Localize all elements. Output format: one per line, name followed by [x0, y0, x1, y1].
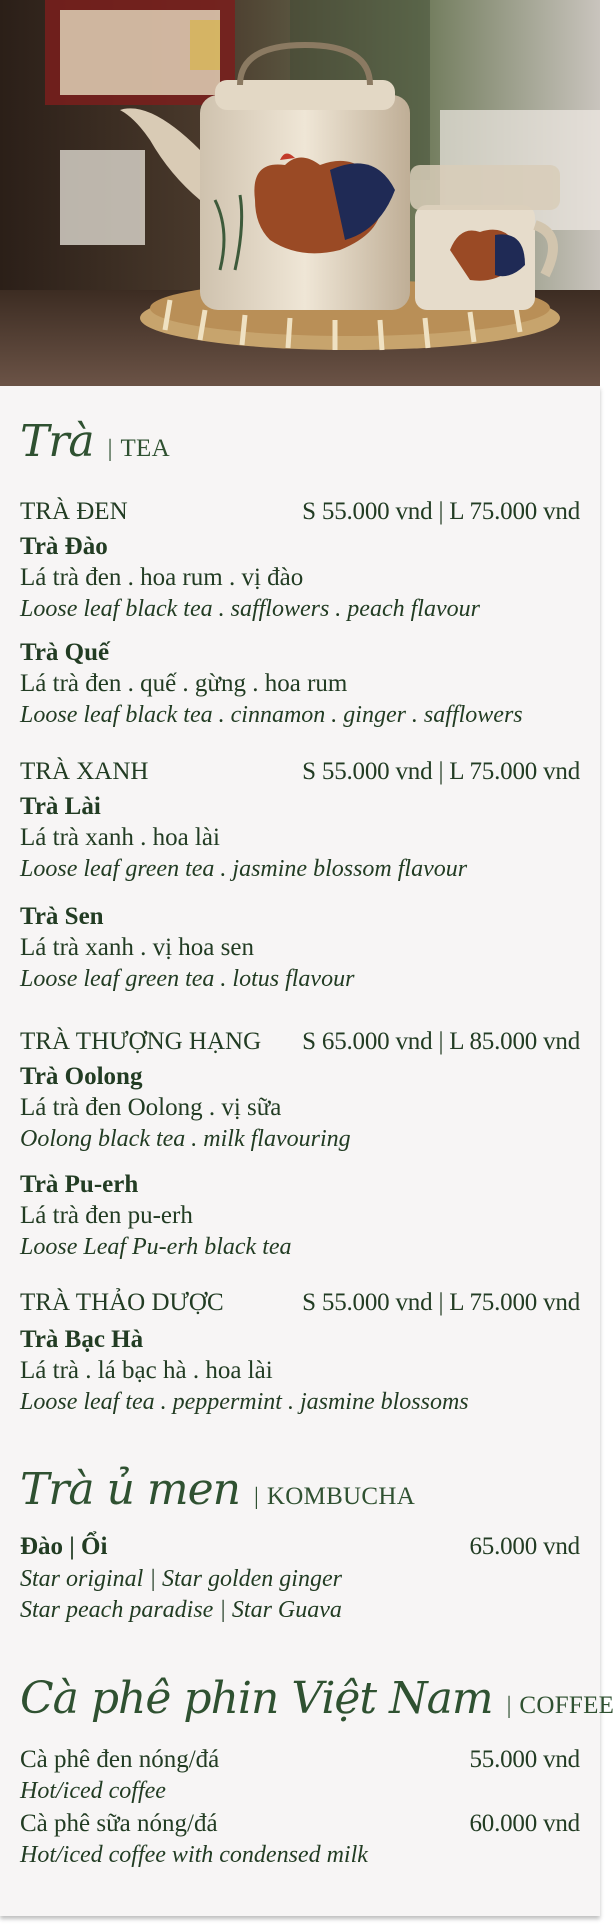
kombucha-title-english: KOMBUCHA: [266, 1483, 416, 1510]
kombucha-flavours-line: Star peach paradise | Star Guava: [20, 1597, 342, 1623]
menu-item-description-en: Loose leaf black tea . safflowers . peach flavour: [20, 596, 480, 622]
kombucha-title-script: Trà ủ men: [20, 1464, 241, 1515]
coffee-title-english: COFFEE: [519, 1692, 614, 1719]
tea-section-header: Trà | TEA: [20, 416, 170, 467]
menu-item-name: Trà Pu-erh: [20, 1171, 139, 1198]
teapot-photo: [0, 0, 600, 386]
menu-item-name: Trà Lài: [20, 793, 101, 820]
menu-item-description-vi: Lá trà xanh . hoa lài: [20, 824, 220, 851]
tea-group-name: TRÀ THƯỢNG HẠNG: [20, 1028, 262, 1055]
tea-title-english: TEA: [120, 435, 170, 462]
tea-group-header: [20, 497, 580, 527]
coffee-item-description-en: Hot/iced coffee with condensed milk: [20, 1842, 368, 1868]
tea-group-header: [20, 757, 580, 787]
menu-card: [0, 386, 614, 1916]
tea-group-name: TRÀ XANH: [20, 758, 149, 785]
tea-group-price: S 55.000 vnd | L 75.000 vnd: [302, 1289, 580, 1316]
tea-group-name: TRÀ ĐEN: [20, 498, 128, 525]
menu-item-description-en: Loose Leaf Pu-erh black tea: [20, 1234, 292, 1260]
tea-group-header: [20, 1288, 580, 1318]
menu-item-description-vi: Lá trà đen . quế . gừng . hoa rum: [20, 670, 348, 697]
menu-item-description-vi: Lá trà . lá bạc hà . hoa lài: [20, 1357, 273, 1384]
tea-group-header: [20, 1027, 580, 1057]
coffee-item-price: 55.000 vnd: [469, 1746, 580, 1773]
kombucha-price: 65.000 vnd: [469, 1533, 580, 1560]
coffee-item-name: Cà phê sữa nóng/đá: [20, 1810, 218, 1837]
coffee-item-description-en: Hot/iced coffee: [20, 1778, 166, 1804]
menu-item-name: Trà Quế: [20, 639, 110, 666]
teapot-illustration: [0, 0, 600, 386]
coffee-item-row: [20, 1809, 580, 1839]
menu-item-name: Trà Đào: [20, 533, 108, 560]
coffee-title-script: Cà phê phin Việt Nam: [20, 1673, 493, 1724]
menu-item-description-en: Loose leaf tea . peppermint . jasmine blossoms: [20, 1389, 469, 1415]
menu-item-description-vi: Lá trà đen pu-erh: [20, 1202, 193, 1229]
menu-item-description-en: Loose leaf black tea . cinnamon . ginger . safflowers: [20, 702, 523, 728]
coffee-item-name: Cà phê đen nóng/đá: [20, 1746, 220, 1773]
menu-item-description-vi: Lá trà xanh . vị hoa sen: [20, 934, 254, 961]
menu-item-description-vi: Lá trà đen . hoa rum . vị đào: [20, 564, 304, 591]
kombucha-item-name: Đào | Ổi: [20, 1533, 108, 1560]
menu-item-description-vi: Lá trà đen Oolong . vị sữa: [20, 1094, 282, 1121]
kombucha-flavours-line: Star original | Star golden ginger: [20, 1566, 342, 1592]
menu-item-name: Trà Sen: [20, 903, 104, 930]
tea-title-script: Trà: [20, 416, 94, 467]
tea-group-price: S 55.000 vnd | L 75.000 vnd: [302, 498, 580, 525]
menu-item-name: Trà Bạc Hà: [20, 1326, 144, 1353]
tea-group-price: S 55.000 vnd | L 75.000 vnd: [302, 758, 580, 785]
coffee-item-price: 60.000 vnd: [469, 1810, 580, 1837]
coffee-item-row: [20, 1745, 580, 1775]
menu-item-description-en: Oolong black tea . milk flavouring: [20, 1126, 351, 1152]
kombucha-section-header: Trà ủ men | KOMBUCHA: [20, 1464, 416, 1515]
menu-item-name: Trà Oolong: [20, 1063, 143, 1090]
tea-group-name: TRÀ THẢO DƯỢC: [20, 1289, 224, 1316]
menu-item-description-en: Loose leaf green tea . jasmine blossom flavour: [20, 856, 468, 882]
tea-group-price: S 65.000 vnd | L 85.000 vnd: [302, 1028, 580, 1055]
kombucha-item-row: [20, 1532, 580, 1562]
menu-item-description-en: Loose leaf green tea . lotus flavour: [20, 966, 355, 992]
coffee-section-header: Cà phê phin Việt Nam | COFFEE: [20, 1673, 614, 1724]
